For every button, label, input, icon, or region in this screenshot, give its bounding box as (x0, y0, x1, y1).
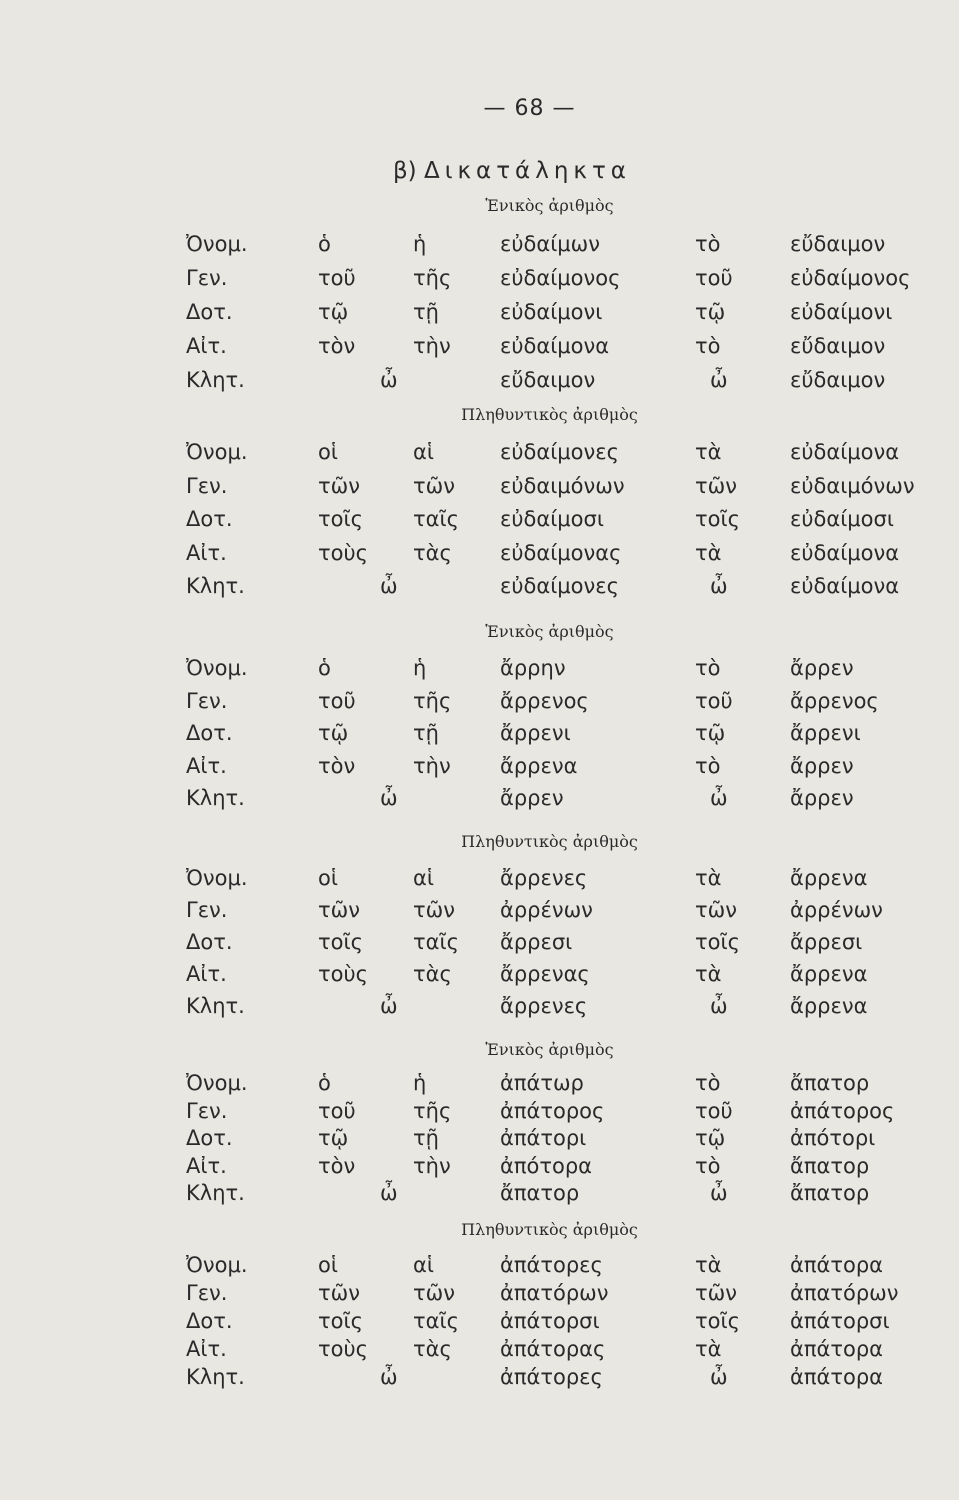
fem-article: ἡ (413, 656, 427, 680)
case-label: Ὀνομ. (186, 866, 248, 890)
common-form: εὐδαίμονες (500, 440, 619, 464)
section-title-prefix: β) (393, 158, 417, 184)
common-form: ἀρρένων (500, 898, 593, 922)
neuter-form: ἄπατορ (790, 1071, 870, 1095)
neuter-article: τοῦ (695, 1098, 733, 1123)
common-form: ἀπάτορες (500, 1365, 603, 1389)
common-form: ἄρρενα (500, 753, 578, 778)
neuter-article: τὸ (695, 1071, 721, 1095)
common-form: εὐδαιμόνων (500, 473, 625, 498)
common-form: ἀπατόρων (500, 1281, 609, 1305)
case-label: Αἰτ. (186, 334, 227, 358)
vocative-row (0, 574, 959, 604)
vocative-particle: ὦ (380, 1365, 398, 1389)
neuter-article: τὰ (695, 440, 722, 464)
vocative-particle: ὦ (380, 368, 398, 392)
vocative-row (0, 368, 959, 398)
masc-article: τοῖς (318, 1309, 363, 1333)
declension-row (0, 1281, 959, 1311)
common-form: ἄρρενες (500, 994, 588, 1018)
masc-article: οἱ (318, 866, 338, 890)
common-form: ἄρρενες (500, 866, 588, 890)
masc-article: τοῖς (318, 930, 363, 954)
declension-row (0, 440, 959, 470)
case-label: Δοτ. (186, 930, 233, 954)
common-form: ἄρρεσι (500, 930, 573, 954)
neuter-form: ἄρρεσι (790, 930, 863, 954)
case-label: Γεν. (186, 266, 228, 290)
declension-row (0, 930, 959, 960)
case-label: Γεν. (186, 898, 228, 922)
number-heading: Ἑνικὸς ἀριθμὸς (485, 1040, 614, 1059)
case-label: Κλητ. (186, 1181, 245, 1205)
fem-article: ἡ (413, 232, 427, 256)
fem-article: τὰς (413, 540, 452, 565)
common-form: εὐδαίμων (500, 232, 600, 256)
vocative-particle: ὦ (380, 574, 398, 598)
masc-article: τοῦ (318, 1098, 356, 1123)
declension-row (0, 474, 959, 504)
common-form: ἄρρενος (500, 688, 589, 713)
case-label: Κλητ. (186, 368, 245, 392)
declension-row (0, 266, 959, 296)
section-title (393, 158, 631, 184)
case-label: Ὀνομ. (186, 1071, 248, 1095)
declension-row (0, 1126, 959, 1156)
neuter-form: ἄρρενα (790, 962, 868, 986)
neuter-form: ἄρρεν (790, 786, 854, 810)
common-form: ἀπάτορος (500, 1098, 605, 1123)
neuter-article: τὰ (695, 1337, 722, 1361)
fem-article: τῶν (413, 473, 455, 498)
masc-article: τοῖς (318, 507, 363, 531)
neuter-article: τὸ (695, 232, 721, 256)
common-form: εὐδαίμονας (500, 540, 622, 565)
neuter-vocative-particle: ὦ (710, 368, 728, 392)
neuter-form: εὐδαίμονι (790, 300, 893, 324)
neuter-article: τὰ (695, 1253, 722, 1277)
neuter-article: τῶν (695, 473, 737, 498)
neuter-article: τοῦ (695, 266, 733, 290)
declension-row (0, 1337, 959, 1367)
case-label: Γεν. (186, 1281, 228, 1305)
number-heading: Πληθυντικὸς ἀριθμὸς (461, 832, 638, 851)
declension-row (0, 334, 959, 364)
neuter-form: ἀπατόρων (790, 1281, 899, 1305)
page-number: — 68 — (483, 96, 576, 121)
neuter-form: ἄρρενα (790, 866, 868, 890)
case-label: Κλητ. (186, 786, 245, 810)
fem-article: ἡ (413, 1071, 427, 1095)
declension-row (0, 507, 959, 537)
vocative-particle: ὦ (380, 1181, 398, 1205)
case-label: Γεν. (186, 1098, 228, 1123)
fem-article: τῶν (413, 1281, 455, 1305)
case-label: Κλητ. (186, 574, 245, 598)
masc-article: τῶν (318, 473, 360, 498)
case-label: Δοτ. (186, 300, 233, 324)
fem-article: τὴν (413, 1153, 451, 1178)
masc-article: οἱ (318, 440, 338, 464)
case-label: Γεν. (186, 473, 228, 498)
neuter-article: τοῖς (695, 930, 740, 954)
vocative-row (0, 994, 959, 1024)
declension-row (0, 656, 959, 686)
neuter-article: τὸ (695, 1153, 721, 1178)
case-label: Κλητ. (186, 994, 245, 1018)
neuter-article: τὸ (695, 334, 721, 358)
fem-article: ταῖς (413, 1309, 459, 1333)
neuter-form: εὐδαίμονα (790, 440, 900, 464)
case-label: Δοτ. (186, 721, 233, 745)
common-form: ἀπάτορσι (500, 1309, 600, 1333)
masc-article: τὸν (318, 1153, 356, 1178)
common-form: εὐδαίμονες (500, 574, 619, 598)
masc-article: τὸν (318, 753, 356, 778)
declension-row (0, 1099, 959, 1129)
common-form: ἄρρενι (500, 721, 571, 745)
declension-row (0, 866, 959, 896)
case-label: Αἰτ. (186, 962, 227, 986)
neuter-form: ἀπάτορα (790, 1365, 883, 1389)
masc-article: ὁ (318, 656, 331, 680)
neuter-article: τοῖς (695, 1309, 740, 1333)
section-title-word: Δικατάληκτα (423, 158, 631, 184)
number-heading: Ἑνικὸς ἀριθμὸς (485, 196, 614, 215)
case-label: Δοτ. (186, 1126, 233, 1150)
masc-article: τοὺς (318, 1337, 368, 1361)
common-form: εὐδαίμονι (500, 300, 603, 324)
neuter-article: τῷ (695, 1126, 726, 1150)
masc-article: οἱ (318, 1253, 338, 1277)
case-label: Αἰτ. (186, 753, 227, 778)
neuter-form: εὐδαιμόνων (790, 473, 915, 498)
masc-article: τοῦ (318, 688, 356, 713)
common-form: ἀπάτωρ (500, 1071, 584, 1095)
common-form: ἄπατορ (500, 1181, 580, 1205)
case-label: Γεν. (186, 688, 228, 713)
fem-article: τὴν (413, 753, 451, 778)
neuter-form: ἀπάτορα (790, 1337, 883, 1361)
vocative-particle: ὦ (380, 786, 398, 810)
neuter-article: τοῦ (695, 688, 733, 713)
case-label: Αἰτ. (186, 540, 227, 565)
declension-row (0, 689, 959, 719)
vocative-row (0, 1181, 959, 1211)
vocative-particle: ὦ (380, 994, 398, 1018)
common-form: ἄρρην (500, 656, 566, 680)
case-label: Ὀνομ. (186, 656, 248, 680)
fem-article: τῆς (413, 688, 452, 713)
case-label: Ὀνομ. (186, 232, 248, 256)
fem-article: τῇ (413, 721, 439, 745)
neuter-article: τῶν (695, 898, 737, 922)
number-heading: Ἑνικὸς ἀριθμὸς (485, 622, 614, 641)
fem-article: τὴν (413, 334, 451, 358)
declension-row (0, 232, 959, 262)
fem-article: τὰς (413, 962, 452, 986)
fem-article: τῶν (413, 898, 455, 922)
declension-row (0, 898, 959, 928)
neuter-form: εὐδαίμοσι (790, 507, 894, 531)
masc-article: ὁ (318, 1071, 331, 1095)
neuter-article: τῷ (695, 300, 726, 324)
neuter-article: τὰ (695, 962, 722, 986)
neuter-vocative-particle: ὦ (710, 1181, 728, 1205)
declension-row (0, 1071, 959, 1101)
neuter-form: ἄρρενα (790, 994, 868, 1018)
fem-article: τῆς (413, 266, 452, 290)
declension-row (0, 1253, 959, 1283)
vocative-row (0, 786, 959, 816)
neuter-form: εὔδαιμον (790, 232, 886, 256)
common-form: εὔδαιμον (500, 368, 596, 392)
masc-article: τοὺς (318, 962, 368, 986)
masc-article: τοῦ (318, 266, 356, 290)
declension-row (0, 962, 959, 992)
case-label: Αἰτ. (186, 1153, 227, 1178)
common-form: εὐδαίμοσι (500, 507, 604, 531)
declension-row (0, 541, 959, 571)
case-label: Ὀνομ. (186, 440, 248, 464)
common-form: ἄρρενας (500, 962, 590, 986)
masc-article: τὸν (318, 334, 356, 358)
neuter-article: τοῖς (695, 507, 740, 531)
neuter-form: εὐδαίμονος (790, 266, 911, 290)
masc-article: τῷ (318, 1126, 349, 1150)
neuter-form: ἄρρενι (790, 721, 861, 745)
neuter-article: τὰ (695, 866, 722, 890)
declension-row (0, 1309, 959, 1339)
case-label: Αἰτ. (186, 1337, 227, 1361)
masc-article: τῷ (318, 721, 349, 745)
neuter-vocative-particle: ὦ (710, 994, 728, 1018)
common-form: ἀπάτορας (500, 1337, 606, 1361)
neuter-article: τῶν (695, 1281, 737, 1305)
declension-row (0, 300, 959, 330)
masc-article: τῶν (318, 898, 360, 922)
neuter-form: ἄπατορ (790, 1153, 870, 1178)
vocative-row (0, 1365, 959, 1395)
case-label: Ὀνομ. (186, 1253, 248, 1277)
fem-article: αἱ (413, 440, 434, 464)
declension-row (0, 1154, 959, 1184)
case-label: Κλητ. (186, 1365, 245, 1389)
neuter-vocative-particle: ὦ (710, 1365, 728, 1389)
declension-row (0, 754, 959, 784)
common-form: εὐδαίμονος (500, 266, 621, 290)
neuter-article: τῷ (695, 721, 726, 745)
common-form: ἀπάτορες (500, 1253, 603, 1277)
neuter-form: ἄρρενος (790, 688, 879, 713)
neuter-form: εὔδαιμον (790, 334, 886, 358)
neuter-vocative-particle: ὦ (710, 786, 728, 810)
neuter-article: τὰ (695, 540, 722, 565)
neuter-article: τὸ (695, 753, 721, 778)
neuter-form: ἄρρεν (790, 753, 854, 778)
neuter-form: ἀπότορι (790, 1126, 876, 1150)
case-label: Δοτ. (186, 1309, 233, 1333)
neuter-form: εὐδαίμονα (790, 574, 900, 598)
neuter-vocative-particle: ὦ (710, 574, 728, 598)
neuter-form: ἄπατορ (790, 1181, 870, 1205)
neuter-form: εὐδαίμονα (790, 540, 900, 565)
neuter-form: εὔδαιμον (790, 368, 886, 392)
common-form: ἄρρεν (500, 786, 564, 810)
common-form: εὐδαίμονα (500, 334, 610, 358)
fem-article: τῇ (413, 1126, 439, 1150)
common-form: ἀπάτορι (500, 1126, 587, 1150)
common-form: ἀπότορα (500, 1153, 592, 1178)
neuter-form: ἀπάτορσι (790, 1309, 890, 1333)
neuter-form: ἀρρένων (790, 898, 883, 922)
neuter-form: ἀπάτορα (790, 1253, 883, 1277)
fem-article: αἱ (413, 866, 434, 890)
fem-article: τῇ (413, 300, 439, 324)
masc-article: τοὺς (318, 540, 368, 565)
fem-article: αἱ (413, 1253, 434, 1277)
case-label: Δοτ. (186, 507, 233, 531)
fem-article: ταῖς (413, 930, 459, 954)
masc-article: τῶν (318, 1281, 360, 1305)
number-heading: Πληθυντικὸς ἀριθμὸς (461, 1220, 638, 1239)
number-heading: Πληθυντικὸς ἀριθμὸς (461, 405, 638, 424)
neuter-article: τὸ (695, 656, 721, 680)
fem-article: τὰς (413, 1337, 452, 1361)
neuter-form: ἄρρεν (790, 656, 854, 680)
declension-row (0, 721, 959, 751)
masc-article: τῷ (318, 300, 349, 324)
fem-article: τῆς (413, 1098, 452, 1123)
masc-article: ὁ (318, 232, 331, 256)
neuter-form: ἀπάτορος (790, 1098, 895, 1123)
fem-article: ταῖς (413, 507, 459, 531)
